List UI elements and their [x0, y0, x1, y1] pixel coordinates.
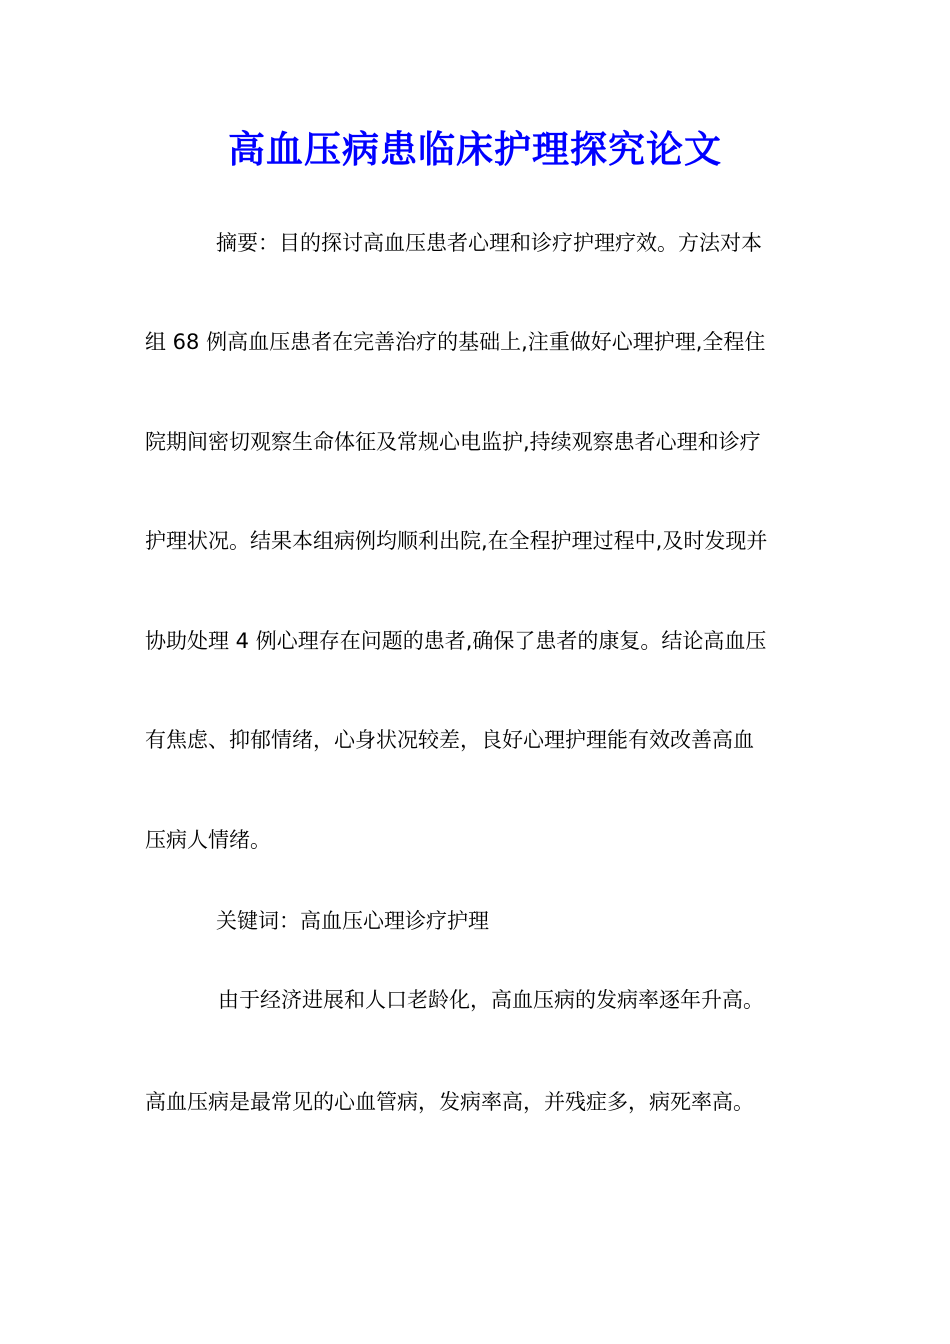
abstract-line-5: 协助处理 4 例心理存在问题的患者,确保了患者的康复。结论高血压 [145, 629, 767, 653]
abstract-line-6: 有焦虑、抑郁情绪，心身状况较差，良好心理护理能有效改善高血 [145, 728, 754, 752]
abstract-line-2: 组 68 例高血压患者在完善治疗的基础上,注重做好心理护理,全程住 [145, 330, 766, 354]
abstract-line-7: 压病人情绪。 [145, 828, 271, 852]
body-paragraph-line-2: 高血压病是最常见的心血管病，发病率高，并残症多，病死率高。 [145, 1090, 754, 1114]
keywords-line: 关键词：高血压心理诊疗护理 [216, 909, 489, 933]
body-paragraph-line-1: 由于经济进展和人口老龄化，高血压病的发病率逐年升高。 [218, 988, 764, 1012]
abstract-line-4: 护理状况。结果本组病例均顺利出院,在全程护理过程中,及时发现并 [145, 529, 768, 553]
document-title: 高血压病患临床护理探究论文 [228, 127, 722, 171]
abstract-line-3: 院期间密切观察生命体征及常规心电监护,持续观察患者心理和诊疗 [145, 430, 761, 454]
abstract-line-1: 摘要：目的探讨高血压患者心理和诊疗护理疗效。方法对本 [216, 231, 762, 255]
